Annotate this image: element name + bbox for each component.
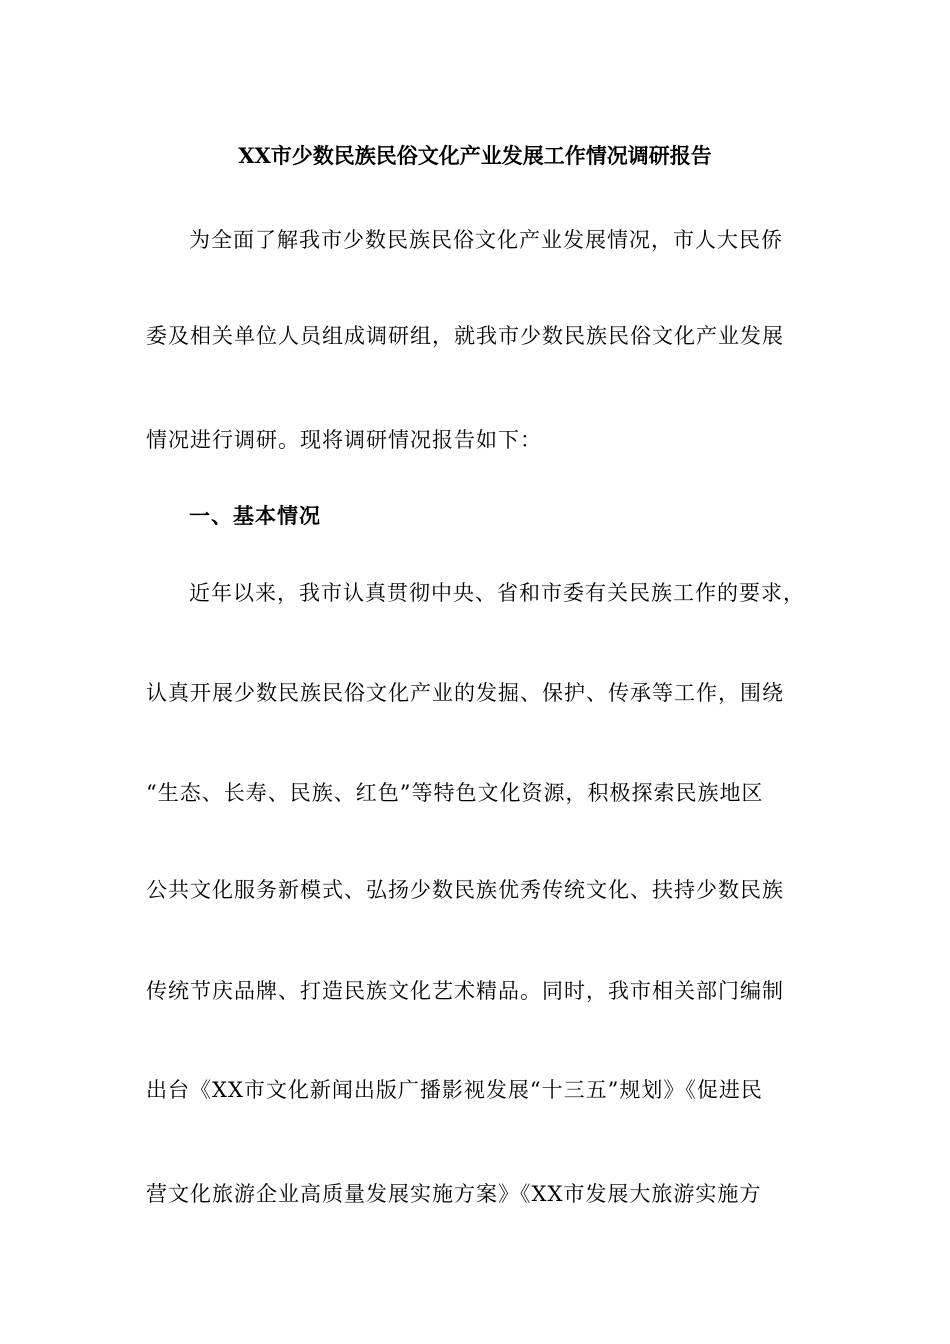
section-heading: 一、基本情况 xyxy=(189,503,321,528)
paragraph-line: 委及相关单位人员组成调研组，就我市少数民族民俗文化产业发展 xyxy=(146,324,784,348)
paragraph-line: 营文化旅游企业高质量发展实施方案》《XX市发展大旅游实施方 xyxy=(146,1182,762,1206)
paragraph-line: 公共文化服务新模式、弘扬少数民族优秀传统文化、扶持少数民族 xyxy=(146,878,784,902)
paragraph-line: 近年以来，我市认真贯彻中央、省和市委有关民族工作的要求， xyxy=(189,581,805,605)
paragraph-line: 传统节庆品牌、打造民族文化艺术精品。同时，我市相关部门编制 xyxy=(146,979,784,1003)
paragraph-line: 出台《XX市文化新闻出版广播影视发展“十三五”规划》《促进民 xyxy=(146,1078,763,1102)
paragraph-line: “生态、长寿、民族、红色”等特色文化资源，积极探索民族地区 xyxy=(146,781,764,805)
paragraph-line: 情况进行调研。现将调研情况报告如下： xyxy=(146,428,542,452)
paragraph-line: 认真开展少数民族民俗文化产业的发掘、保护、传承等工作，围绕 xyxy=(146,681,784,705)
document-title: XX市少数民族民俗文化产业发展工作情况调研报告 xyxy=(238,143,712,168)
paragraph-line: 为全面了解我市少数民族民俗文化产业发展情况，市人大民侨 xyxy=(189,228,783,252)
